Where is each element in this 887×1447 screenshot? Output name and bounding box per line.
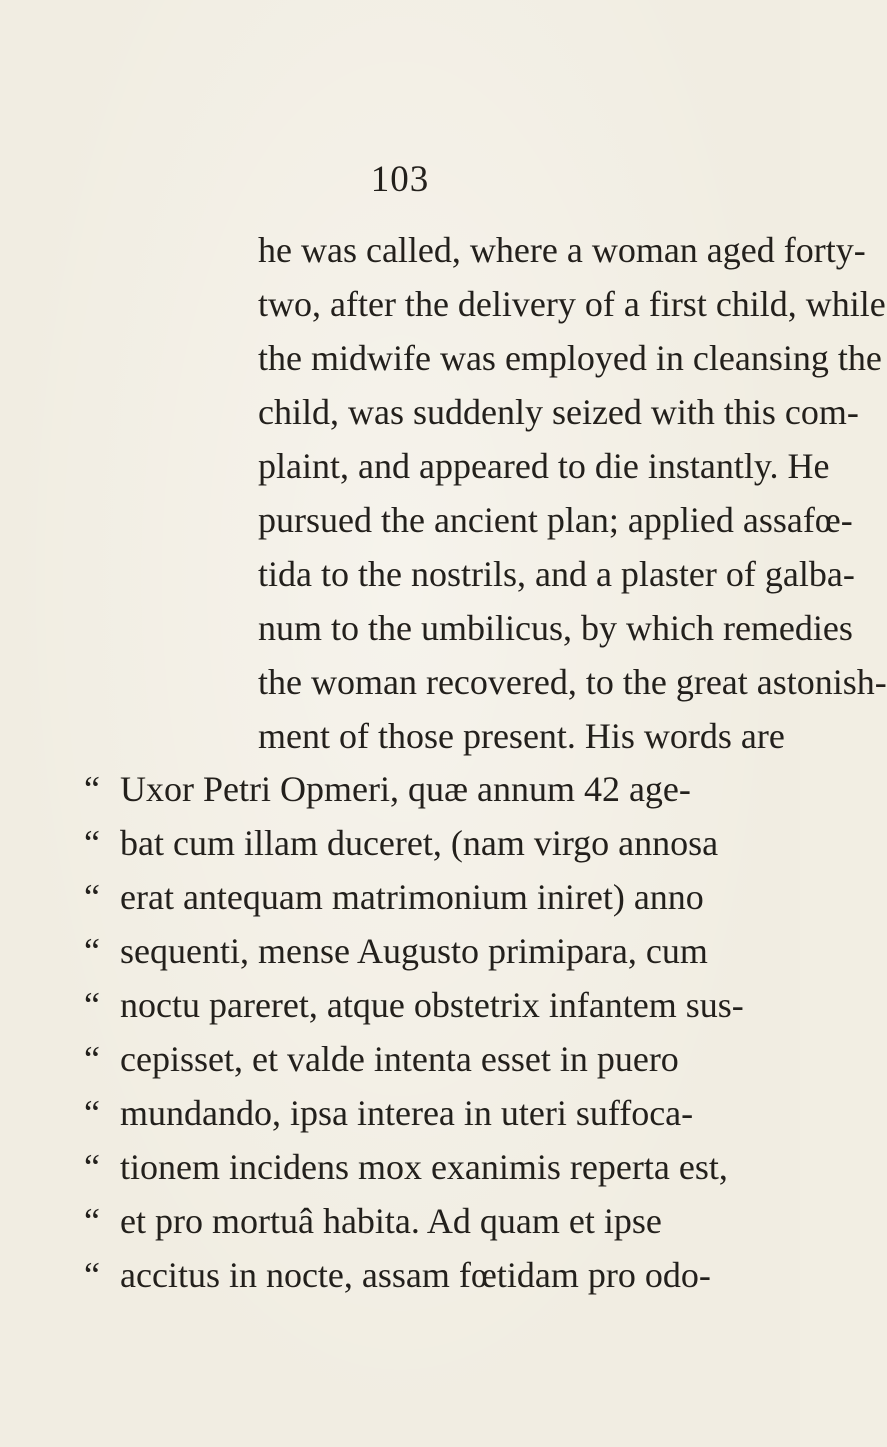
quote-mark: “ <box>84 1093 100 1133</box>
quote-mark: “ <box>84 1147 100 1187</box>
text-line: plaint, and appeared to die instantly. He <box>258 446 830 486</box>
quote-mark: “ <box>84 823 100 863</box>
quote-mark: “ <box>84 931 100 971</box>
quoted-line: mundando, ipsa interea in uteri suffoca- <box>120 1093 694 1133</box>
text-line: ment of those present. His words are <box>258 716 785 756</box>
quote-mark: “ <box>84 769 100 809</box>
text-line: the woman recovered, to the great astonish- <box>258 662 887 702</box>
quoted-line: Uxor Petri Opmeri, quæ annum 42 age- <box>120 769 691 809</box>
text-line: num to the umbilicus, by which remedies <box>258 608 853 648</box>
quoted-line: sequenti, mense Augusto primipara, cum <box>120 931 708 971</box>
quoted-line: accitus in nocte, assam fœtidam pro odo- <box>120 1255 711 1295</box>
quoted-line: et pro mortuâ habita. Ad quam et ipse <box>120 1201 662 1241</box>
text-line: tida to the nostrils, and a plaster of galba- <box>258 554 855 594</box>
quote-mark: “ <box>84 985 100 1025</box>
text-line: two, after the delivery of a first child, while <box>258 284 886 324</box>
text-line: he was called, where a woman aged forty- <box>258 230 866 270</box>
quoted-line: erat antequam matrimonium iniret) anno <box>120 877 704 917</box>
quoted-line: bat cum illam duceret, (nam virgo annosa <box>120 823 719 863</box>
quoted-line: noctu pareret, atque obstetrix infantem sus- <box>120 985 744 1025</box>
quote-mark: “ <box>84 877 100 917</box>
quoted-line: tionem incidens mox exanimis reperta est, <box>120 1147 728 1187</box>
text-line: the midwife was employed in cleansing the <box>258 338 882 378</box>
quote-mark: “ <box>84 1255 100 1295</box>
page-number: 103 <box>370 159 430 200</box>
quote-mark: “ <box>84 1201 100 1241</box>
quote-mark: “ <box>84 1039 100 1079</box>
quoted-line: cepisset, et valde intenta esset in puero <box>120 1039 679 1079</box>
text-line: child, was suddenly seized with this com- <box>258 392 859 432</box>
text-line: pursued the ancient plan; applied assafœ- <box>258 500 853 540</box>
